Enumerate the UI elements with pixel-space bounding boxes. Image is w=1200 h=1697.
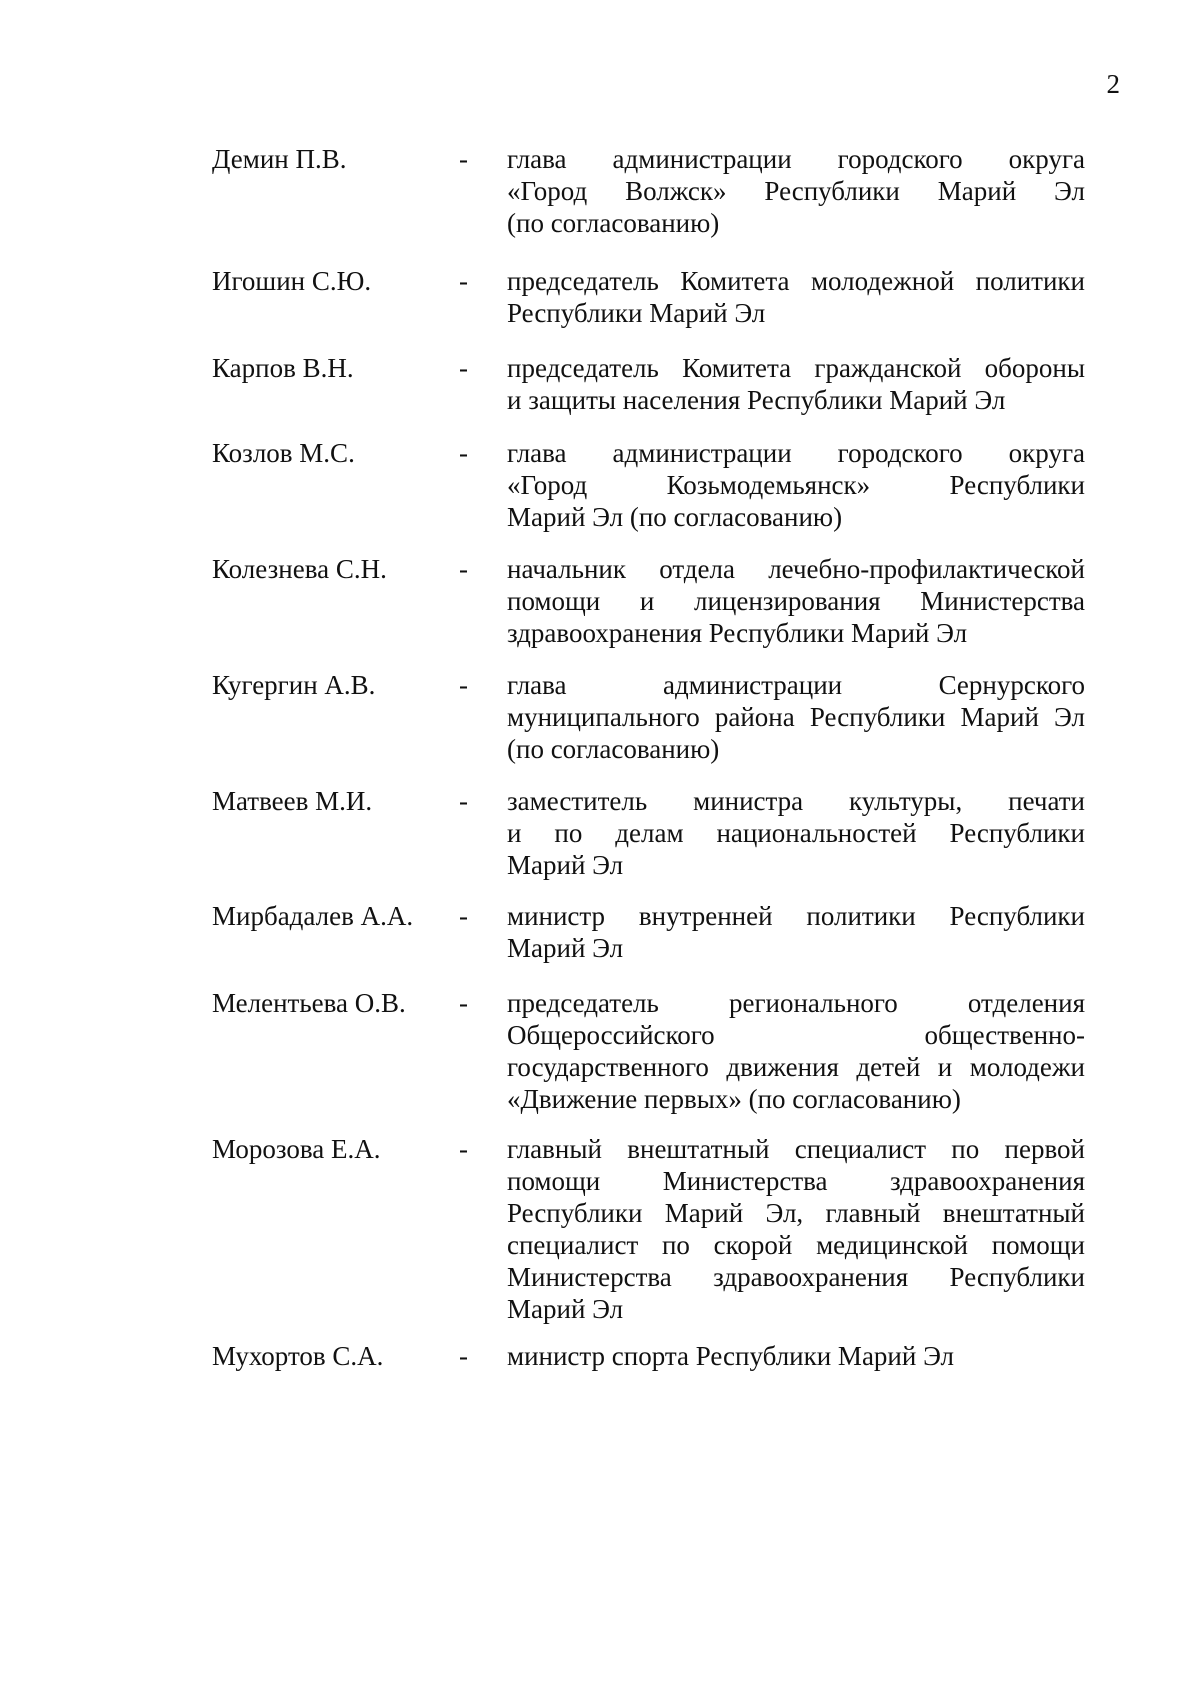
member-position bbox=[507, 785, 1085, 881]
position-line: специалист по скорой медицинской помощи bbox=[507, 1230, 1085, 1260]
position-line: Общероссийского общественно- bbox=[507, 1020, 1085, 1050]
member-position bbox=[507, 1340, 1085, 1372]
position-line: и защиты населения Республики Марий Эл bbox=[507, 385, 1006, 415]
member-position bbox=[507, 900, 1085, 964]
member-dash: - bbox=[459, 1341, 468, 1371]
position-line: председатель Комитета гражданской обороны bbox=[507, 353, 1085, 383]
member-name: Карпов В.Н. bbox=[212, 353, 354, 383]
position-line: «Движение первых» (по согласованию) bbox=[507, 1084, 961, 1114]
position-line: и по делам национальностей Республики bbox=[507, 818, 1085, 848]
position-line: (по согласованию) bbox=[507, 208, 720, 238]
member-position bbox=[507, 143, 1085, 239]
member-dash: - bbox=[459, 353, 468, 383]
position-line: государственного движения детей и молодежи bbox=[507, 1052, 1085, 1082]
position-line: Марий Эл bbox=[507, 1294, 624, 1324]
member-name: Игошин С.Ю. bbox=[212, 266, 372, 296]
member-dash: - bbox=[459, 670, 468, 700]
position-line: здравоохранения Республики Марий Эл bbox=[507, 618, 968, 648]
member-name: Демин П.В. bbox=[212, 144, 347, 174]
page-number: 2 bbox=[1106, 69, 1120, 99]
position-line: «Город Козьмодемьянск» Республики bbox=[507, 470, 1085, 500]
position-line: заместитель министра культуры, печати bbox=[507, 786, 1085, 816]
position-line: Марий Эл (по согласованию) bbox=[507, 502, 843, 532]
position-line: министр спорта Республики Марий Эл bbox=[507, 1341, 955, 1371]
member-name: Морозова Е.А. bbox=[212, 1134, 381, 1164]
position-line: Республики Марий Эл, главный внештатный bbox=[507, 1198, 1085, 1228]
position-line: председатель Комитета молодежной политики bbox=[507, 266, 1085, 296]
position-line: Республики Марий Эл bbox=[507, 298, 766, 328]
member-name: Кугергин А.В. bbox=[212, 670, 376, 700]
member-position bbox=[507, 265, 1085, 329]
position-line: «Город Волжск» Республики Марий Эл bbox=[507, 176, 1085, 206]
member-dash: - bbox=[459, 988, 468, 1018]
position-line: Марий Эл bbox=[507, 933, 624, 963]
member-dash: - bbox=[459, 1134, 468, 1164]
member-position bbox=[507, 437, 1085, 533]
member-position bbox=[507, 1133, 1085, 1325]
member-dash: - bbox=[459, 554, 468, 584]
position-line: министр внутренней политики Республики bbox=[507, 901, 1085, 931]
position-line: председатель регионального отделения bbox=[507, 988, 1085, 1018]
member-name: Мухортов С.А. bbox=[212, 1341, 384, 1371]
member-dash: - bbox=[459, 786, 468, 816]
member-dash: - bbox=[459, 438, 468, 468]
position-line: помощи Министерства здравоохранения bbox=[507, 1166, 1085, 1196]
position-line: глава администрации городского округа bbox=[507, 438, 1085, 468]
member-name: Матвеев М.И. bbox=[212, 786, 373, 816]
position-line: главный внештатный специалист по первой bbox=[507, 1134, 1085, 1164]
member-dash: - bbox=[459, 144, 468, 174]
member-position bbox=[507, 553, 1085, 649]
member-position bbox=[507, 987, 1085, 1115]
position-line: глава администрации городского округа bbox=[507, 144, 1085, 174]
position-line: Министерства здравоохранения Республики bbox=[507, 1262, 1085, 1292]
position-line: Марий Эл bbox=[507, 850, 624, 880]
member-name: Мелентьева О.В. bbox=[212, 988, 406, 1018]
member-name: Мирбадалев А.А. bbox=[212, 901, 414, 931]
position-line: муниципального района Республики Марий Эл bbox=[507, 702, 1085, 732]
member-name: Козлов М.С. bbox=[212, 438, 355, 468]
member-name: Колезнева С.Н. bbox=[212, 554, 387, 584]
member-position bbox=[507, 669, 1085, 765]
member-position bbox=[507, 352, 1085, 416]
position-line: начальник отдела лечебно-профилактической bbox=[507, 554, 1085, 584]
member-dash: - bbox=[459, 901, 468, 931]
member-dash: - bbox=[459, 266, 468, 296]
position-line: глава администрации Сернурского bbox=[507, 670, 1085, 700]
position-line: помощи и лицензирования Министерства bbox=[507, 586, 1085, 616]
position-line: (по согласованию) bbox=[507, 734, 720, 764]
